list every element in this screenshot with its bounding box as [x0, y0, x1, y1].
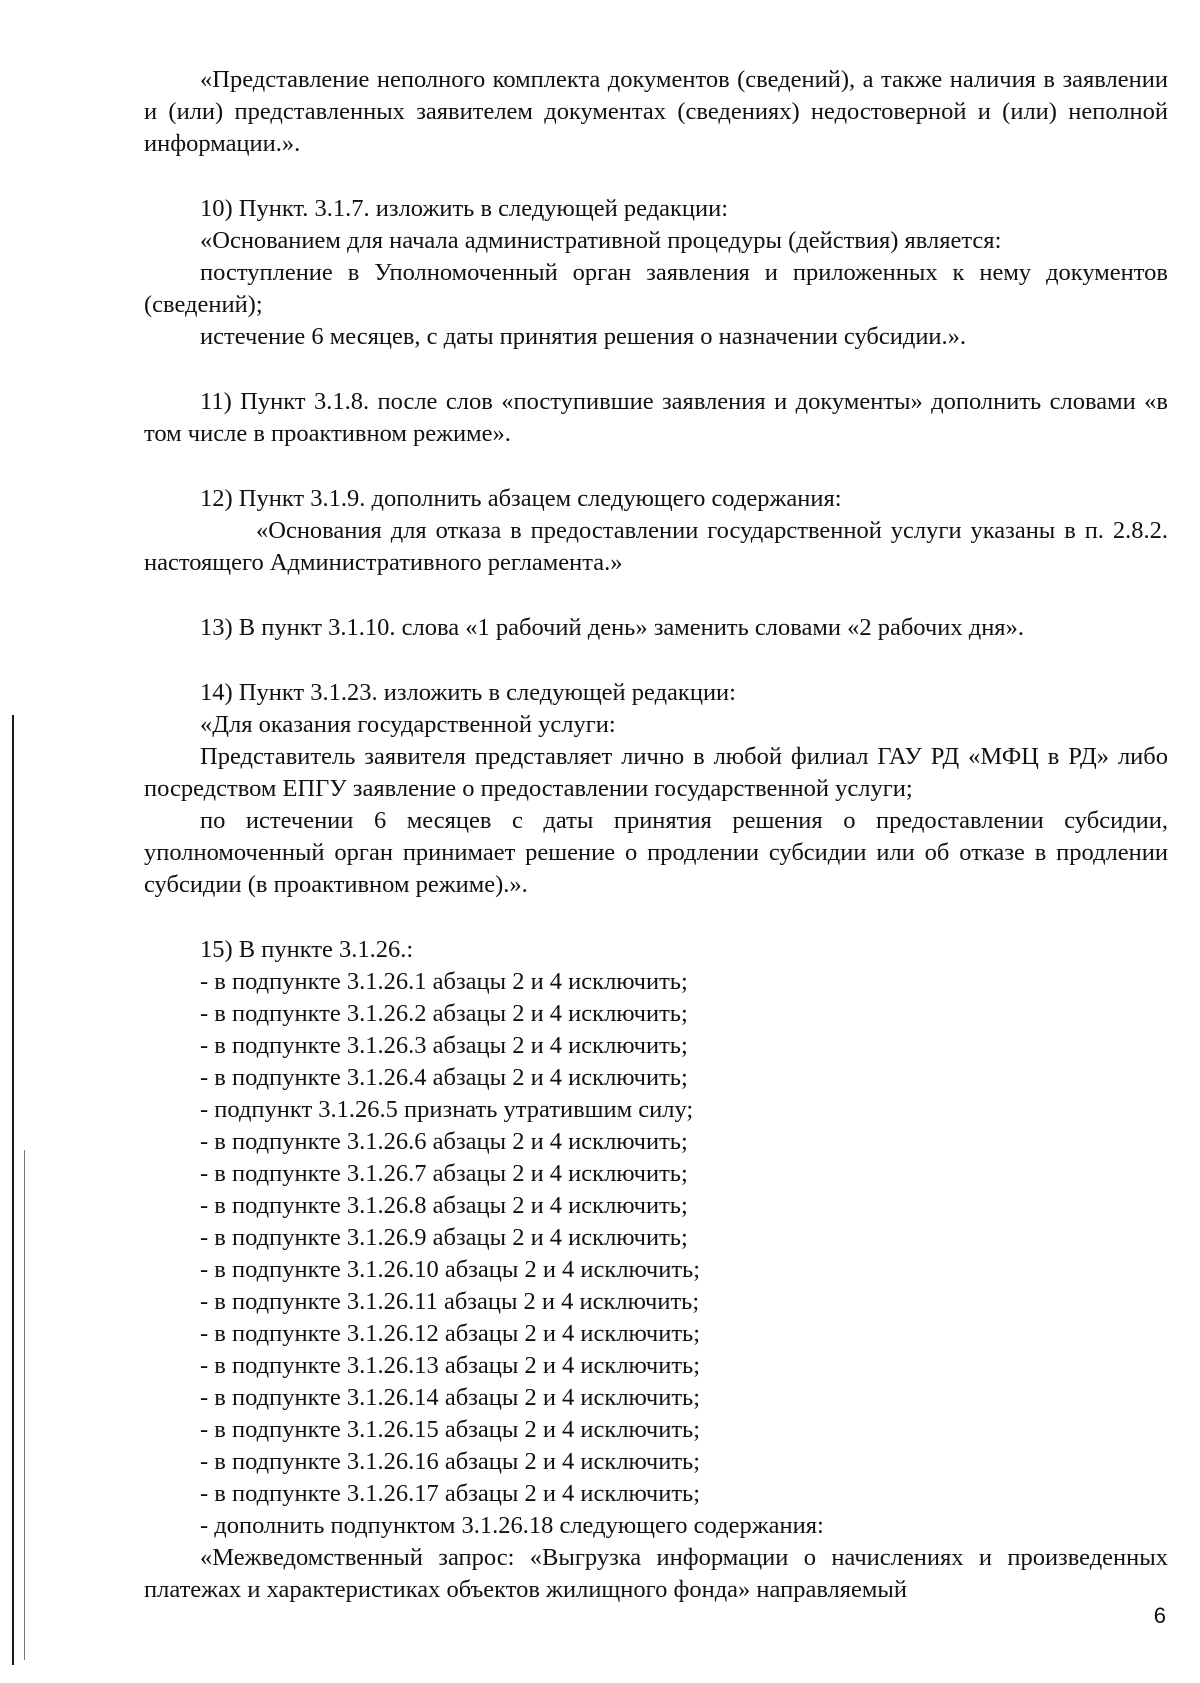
paragraph-gap [144, 644, 1168, 677]
document-body [144, 64, 1168, 1606]
paragraph: 14) Пункт 3.1.23. изложить в следующей редакции: [200, 679, 736, 706]
paragraph: «Межведомственный запрос: «Выгрузка информации о начислениях и произведенных платежах и характеристиках объектов жилищного фонда» направляемый [144, 1544, 1168, 1603]
paragraph: истечение 6 месяцев, с даты принятия решения о назначении субсидии.». [200, 323, 967, 350]
list-item: - в подпункте 3.1.26.2 абзацы 2 и 4 исключить; [200, 1000, 688, 1027]
list-item: - в подпункте 3.1.26.16 абзацы 2 и 4 исключить; [200, 1448, 701, 1475]
list-item: - в подпункте 3.1.26.15 абзацы 2 и 4 исключить; [200, 1416, 701, 1443]
list-item: - в подпункте 3.1.26.10 абзацы 2 и 4 исключить; [200, 1256, 701, 1283]
list-item: - в подпункте 3.1.26.7 абзацы 2 и 4 исключить; [200, 1160, 688, 1187]
list-item: - в подпункте 3.1.26.17 абзацы 2 и 4 исключить; [200, 1480, 701, 1507]
paragraph: Представитель заявителя представляет лично в любой филиал ГАУ РД «МФЦ в РД» либо посредством ЕПГУ заявление о предоставлении государственной услуги; [144, 743, 1168, 802]
paragraph: по истечении 6 месяцев с даты принятия решения о предоставлении субсидии, уполномоченный орган принимает решение о продлении субсидии или об отказе в продлении субсидии (в проактивном режиме).». [144, 807, 1168, 898]
list-item: - в подпункте 3.1.26.1 абзацы 2 и 4 исключить; [200, 968, 688, 995]
list-item: - в подпункте 3.1.26.12 абзацы 2 и 4 исключить; [200, 1320, 701, 1347]
paragraph: 13) В пункт 3.1.10. слова «1 рабочий день» заменить словами «2 рабочих дня». [200, 614, 1024, 641]
paragraph-gap [144, 160, 1168, 193]
list-item: 15) В пункте 3.1.26.: [200, 936, 414, 963]
list-item: - в подпункте 3.1.26.9 абзацы 2 и 4 исключить; [200, 1224, 688, 1251]
list-item: - дополнить подпунктом 3.1.26.18 следующего содержания: [200, 1512, 824, 1539]
list-item: - подпункт 3.1.26.5 признать утратившим силу; [200, 1096, 694, 1123]
list-item: - в подпункте 3.1.26.4 абзацы 2 и 4 исключить; [200, 1064, 688, 1091]
paragraph: 10) Пункт. 3.1.7. изложить в следующей редакции: [200, 195, 729, 222]
paragraph-gap [144, 353, 1168, 386]
paragraph: 12) Пункт 3.1.9. дополнить абзацем следующего содержания: [200, 485, 842, 512]
list-item: - в подпункте 3.1.26.6 абзацы 2 и 4 исключить; [200, 1128, 688, 1155]
page-number: 6 [1153, 1603, 1166, 1628]
paragraph: «Для оказания государственной услуги: [200, 711, 616, 738]
list-item: - в подпункте 3.1.26.14 абзацы 2 и 4 исключить; [200, 1384, 701, 1411]
paragraph: «Основанием для начала административной процедуры (действия) является: [200, 227, 1002, 254]
paragraph: поступление в Уполномоченный орган заявления и приложенных к нему документов (сведений); [144, 259, 1168, 318]
list-item: - в подпункте 3.1.26.3 абзацы 2 и 4 исключить; [200, 1032, 688, 1059]
paragraph-gap [144, 901, 1168, 934]
paragraph: «Представление неполного комплекта документов (сведений), а также наличия в заявлении и (или) представленных заявителем документах (сведениях) недостоверной и (или) неполной информации.». [144, 66, 1168, 157]
list-item: - в подпункте 3.1.26.8 абзацы 2 и 4 исключить; [200, 1192, 688, 1219]
scan-margin-line-faint [24, 1150, 25, 1660]
paragraph-gap [144, 579, 1168, 612]
paragraph: «Основания для отказа в предоставлении государственной услуги указаны в п. 2.8.2. настоящего Административного регламента.» [144, 517, 1168, 576]
paragraph: 11) Пункт 3.1.8. после слов «поступившие заявления и документы» дополнить словами «в том числе в проактивном режиме». [144, 388, 1168, 447]
list-item: - в подпункте 3.1.26.11 абзацы 2 и 4 исключить; [200, 1288, 700, 1315]
paragraph-gap [144, 450, 1168, 483]
list-item: - в подпункте 3.1.26.13 абзацы 2 и 4 исключить; [200, 1352, 701, 1379]
scan-margin-line [12, 715, 14, 1665]
